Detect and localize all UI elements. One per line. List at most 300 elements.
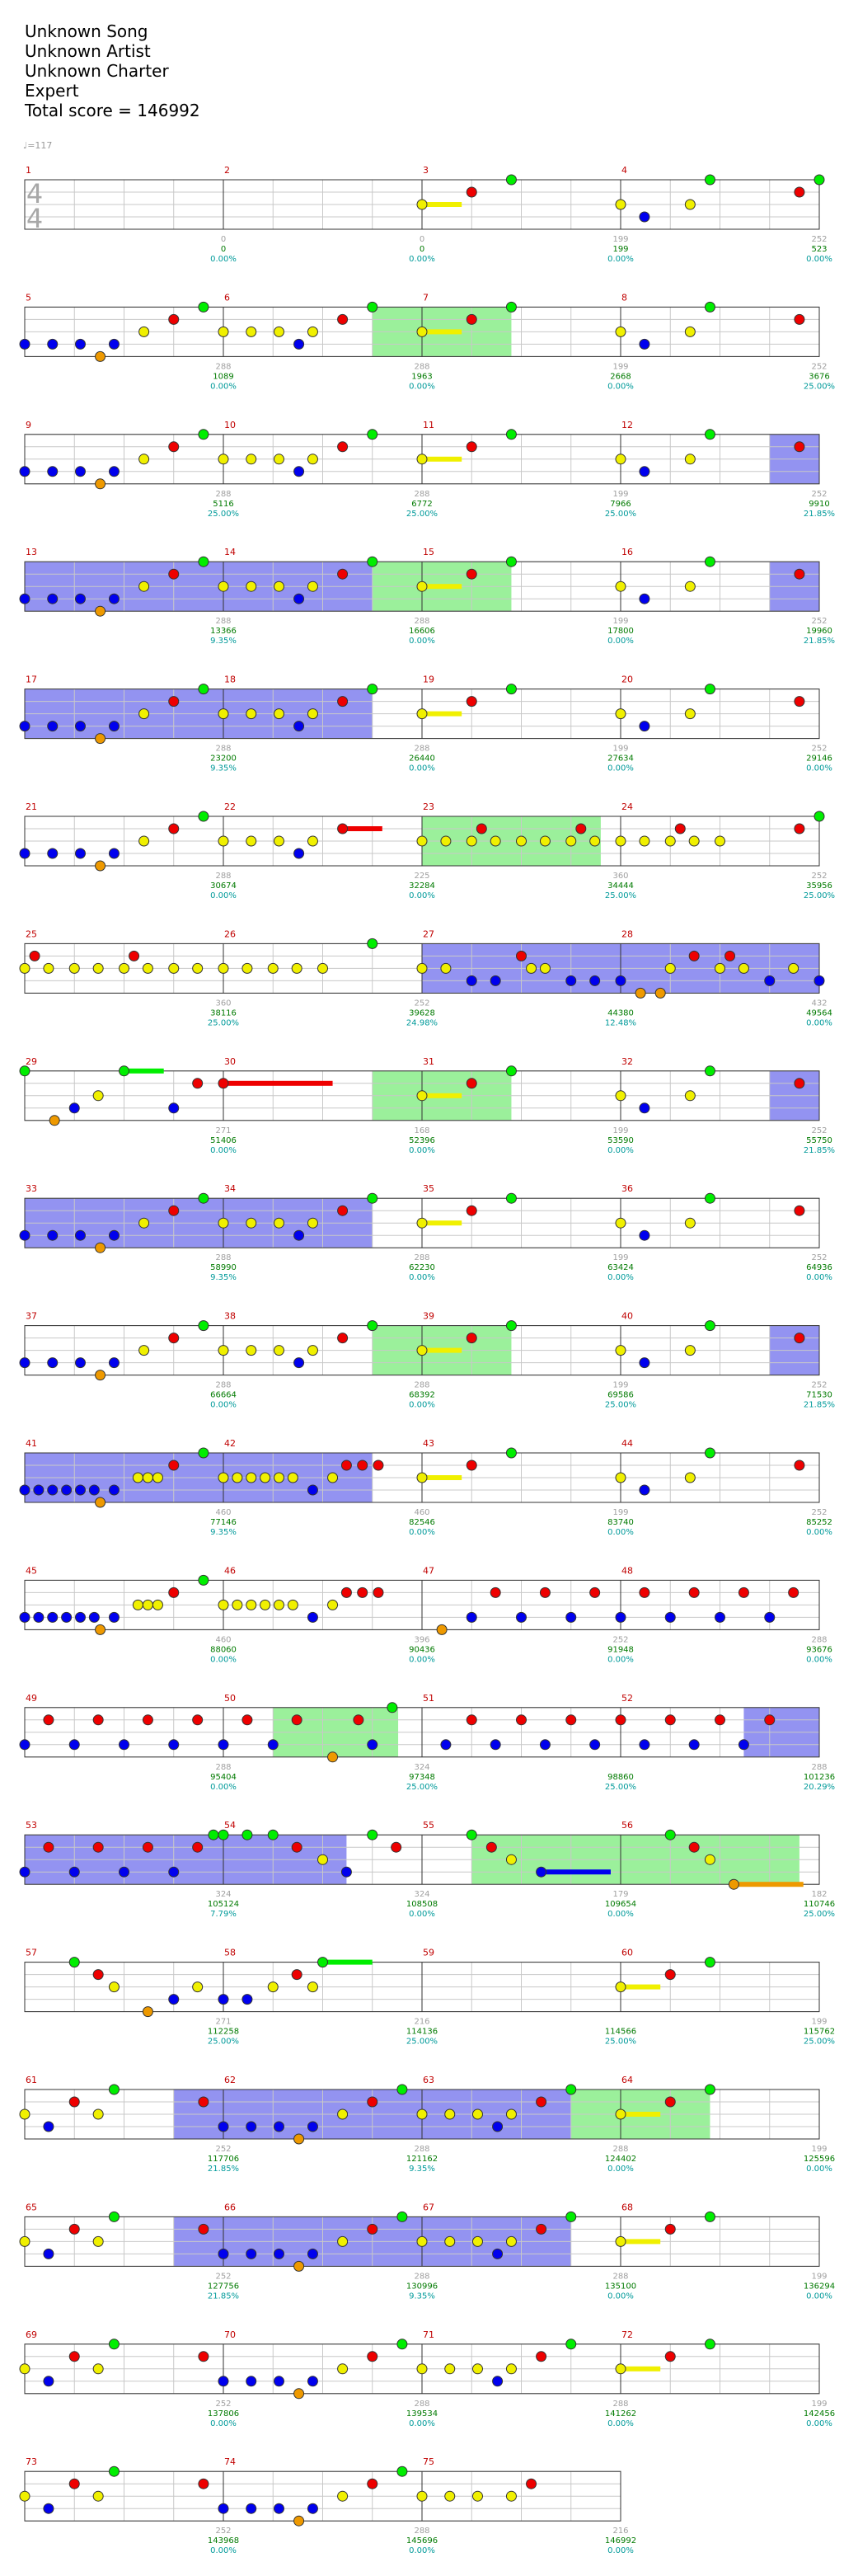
note-gem: [193, 1079, 203, 1088]
star-percentage: 0.00%: [409, 1655, 435, 1665]
star-percentage: 0.00%: [210, 2419, 237, 2428]
cumulative-score: 27634: [607, 754, 634, 764]
note-gem: [795, 442, 804, 452]
measure-number: 24: [621, 801, 633, 812]
measure-number: 41: [26, 1438, 37, 1449]
measure-number: 3: [423, 165, 429, 176]
note-gem: [397, 2339, 407, 2349]
cumulative-score: 139534: [406, 2409, 438, 2419]
note-gem: [765, 975, 775, 985]
measure-number: 44: [621, 1438, 633, 1449]
note-gem: [218, 2376, 228, 2386]
note-gem: [795, 314, 804, 324]
note-gem: [169, 1995, 179, 2005]
note-gem: [75, 339, 85, 349]
note-gem: [725, 951, 735, 961]
cumulative-score: 52396: [409, 1135, 435, 1145]
note-gem: [338, 442, 348, 452]
note-gem: [685, 454, 695, 464]
measure-number: 68: [621, 2202, 633, 2213]
measure-base-score: 252: [414, 999, 430, 1008]
star-percentage: 0.00%: [409, 1400, 435, 1410]
note-gem: [274, 327, 284, 336]
star-percentage: 0.00%: [210, 255, 237, 264]
note-gem: [89, 1612, 99, 1622]
note-gem: [93, 1091, 103, 1101]
measure-number: 4: [621, 165, 627, 176]
note-gem: [120, 1740, 129, 1750]
star-percentage: 20.29%: [803, 1782, 836, 1792]
note-gem: [705, 1448, 715, 1458]
note-gem: [199, 1575, 209, 1585]
cumulative-score: 523: [811, 245, 828, 254]
cumulative-score: 77146: [210, 1518, 237, 1527]
note-gem: [705, 1066, 715, 1076]
cumulative-score: 69586: [607, 1390, 634, 1400]
star-percentage: 0.00%: [210, 891, 237, 900]
star-percentage: 0.00%: [607, 637, 634, 646]
note-gem: [506, 1066, 516, 1076]
note-gem: [715, 1612, 725, 1622]
note-gem: [246, 709, 256, 719]
star-percentage: 25.00%: [803, 382, 836, 392]
measure-number: 22: [224, 801, 236, 812]
note-gem: [665, 1715, 675, 1725]
note-gem: [20, 1485, 30, 1495]
note-gem: [338, 1333, 348, 1343]
note-gem: [705, 302, 715, 312]
note-gem: [120, 963, 129, 973]
cumulative-score: 34444: [607, 881, 634, 891]
star-percentage: 0.00%: [806, 764, 832, 773]
note-gem: [109, 1230, 119, 1240]
note-gem: [288, 1600, 298, 1610]
sustain-tail: [422, 457, 462, 462]
note-gem: [307, 1982, 317, 1992]
cumulative-score: 49564: [806, 1008, 832, 1018]
note-gem: [467, 1612, 476, 1622]
note-gem: [69, 2224, 79, 2234]
note-gem: [294, 2389, 304, 2399]
note-gem: [75, 1358, 85, 1368]
note-gem: [169, 697, 179, 707]
note-gem: [715, 963, 725, 973]
note-gem: [417, 2109, 427, 2119]
star-percentage: 0.00%: [607, 1273, 634, 1283]
note-gem: [368, 2224, 377, 2234]
measure-number: 47: [423, 1565, 434, 1577]
measure-number: 57: [26, 1947, 37, 1958]
note-gem: [169, 314, 179, 324]
note-gem: [20, 2236, 30, 2246]
note-gem: [373, 1587, 383, 1597]
measure-base-score: 271: [215, 2017, 232, 2027]
note-gem: [20, 2364, 30, 2374]
note-gem: [616, 709, 626, 719]
cumulative-score: 51406: [210, 1135, 237, 1145]
measure-base-score: 199: [612, 1508, 629, 1517]
row-end-base-score: 252: [811, 617, 828, 627]
sustain-tail: [542, 1869, 611, 1874]
star-percentage: 12.48%: [604, 1018, 637, 1028]
note-gem: [397, 2085, 407, 2094]
note-gem: [689, 1842, 699, 1852]
cumulative-score: 16606: [409, 627, 435, 637]
star-percentage: 21.85%: [207, 2165, 240, 2174]
note-gem: [616, 200, 626, 209]
row-end-base-score: 288: [811, 1762, 828, 1772]
star-percentage: 0.00%: [409, 764, 435, 773]
measure-base-score: 199: [612, 617, 629, 627]
note-gem: [242, 1995, 252, 2005]
note-gem: [199, 684, 209, 694]
note-gem: [566, 2085, 576, 2094]
note-gem: [537, 2352, 546, 2362]
note-gem: [143, 1842, 152, 1852]
note-gem: [814, 811, 824, 821]
note-gem: [274, 709, 284, 719]
star-percentage: 9.35%: [210, 1528, 237, 1537]
note-gem: [537, 1867, 546, 1877]
note-gem: [48, 1485, 58, 1495]
cumulative-score: 130996: [406, 2282, 438, 2292]
note-gem: [738, 1587, 748, 1597]
cumulative-score: 1089: [213, 372, 234, 382]
note-gem: [640, 722, 649, 731]
note-gem: [169, 1206, 179, 1215]
note-gem: [445, 2364, 455, 2374]
note-gem: [34, 1612, 44, 1622]
cumulative-score: 110746: [803, 1900, 836, 1910]
note-gem: [69, 2479, 79, 2489]
measure-number: 55: [423, 1820, 434, 1831]
star-percentage: 25.00%: [803, 2037, 836, 2047]
note-gem: [517, 836, 527, 846]
note-gem: [199, 1321, 209, 1331]
sustain-tail: [422, 1475, 462, 1480]
note-gem: [75, 1230, 85, 1240]
measure-base-score: 288: [612, 2145, 629, 2154]
note-gem: [506, 2109, 516, 2119]
note-gem: [517, 951, 527, 961]
note-gem: [490, 975, 500, 985]
measure-number: 25: [26, 928, 37, 940]
star-percentage: 0.00%: [409, 255, 435, 264]
note-gem: [20, 467, 30, 477]
measure-number: 71: [423, 2329, 434, 2340]
measure-number: 58: [224, 1947, 236, 1958]
star-percentage: 0.00%: [210, 1400, 237, 1410]
note-gem: [476, 824, 486, 834]
note-gem: [437, 1624, 447, 1634]
note-gem: [689, 951, 699, 961]
note-gem: [506, 2236, 516, 2246]
note-gem: [640, 1103, 649, 1113]
note-gem: [109, 2339, 119, 2349]
note-gem: [218, 2249, 228, 2259]
note-gem: [616, 1715, 626, 1725]
star-percentage: 0.00%: [806, 1655, 832, 1665]
note-gem: [109, 2466, 119, 2476]
note-gem: [506, 1321, 516, 1331]
note-gem: [616, 1091, 626, 1101]
note-gem: [795, 697, 804, 707]
note-gem: [193, 1715, 203, 1725]
sustain-tail: [422, 202, 462, 207]
measure-base-score: 288: [215, 744, 232, 754]
note-gem: [218, 327, 228, 336]
note-gem: [341, 1587, 351, 1597]
measure-number: 50: [224, 1692, 236, 1704]
star-percentage: 0.00%: [806, 1018, 832, 1028]
note-gem: [795, 1206, 804, 1215]
measure-base-score: 0: [220, 235, 227, 244]
note-gem: [69, 963, 79, 973]
cumulative-score: 97348: [409, 1772, 435, 1782]
measure-base-score: 225: [414, 872, 430, 881]
measure-base-score: 288: [414, 617, 430, 627]
note-gem: [616, 1218, 626, 1228]
note-gem: [294, 2516, 304, 2526]
note-gem: [705, 2339, 715, 2349]
note-gem: [566, 2212, 576, 2221]
measure-number: 66: [224, 2202, 236, 2213]
measure-number: 13: [26, 547, 37, 558]
note-gem: [246, 2376, 256, 2386]
measure-number: 43: [423, 1438, 434, 1449]
note-gem: [48, 1230, 58, 1240]
note-gem: [417, 2364, 427, 2374]
note-gem: [152, 1473, 162, 1483]
note-gem: [517, 1612, 527, 1622]
cumulative-score: 19960: [806, 627, 832, 637]
note-gem: [397, 2466, 407, 2476]
measure-number: 56: [621, 1820, 633, 1831]
note-gem: [354, 1715, 363, 1725]
note-gem: [93, 2364, 103, 2374]
sustain-tail: [734, 1882, 803, 1887]
note-gem: [48, 594, 58, 604]
note-gem: [307, 454, 317, 464]
star-percentage: 21.85%: [803, 509, 836, 519]
measure-number: 70: [224, 2329, 236, 2340]
note-gem: [139, 454, 149, 464]
note-gem: [640, 339, 649, 349]
row-end-base-score: 252: [811, 489, 828, 499]
note-gem: [294, 594, 304, 604]
cumulative-score: 13366: [210, 627, 237, 637]
note-gem: [616, 836, 626, 846]
note-gem: [705, 557, 715, 566]
note-gem: [246, 836, 256, 846]
note-gem: [373, 1460, 383, 1470]
note-gem: [109, 2085, 119, 2094]
note-gem: [246, 1473, 256, 1483]
note-gem: [705, 1193, 715, 1203]
note-gem: [274, 1346, 284, 1356]
cumulative-score: 3676: [809, 372, 830, 382]
cumulative-score: 142456: [803, 2409, 836, 2419]
note-gem: [685, 1091, 695, 1101]
note-gem: [199, 1193, 209, 1203]
note-gem: [506, 2491, 516, 2501]
note-gem: [120, 1066, 129, 1076]
note-gem: [392, 1842, 401, 1852]
note-gem: [169, 1103, 179, 1113]
note-gem: [795, 569, 804, 579]
measure-base-score: 288: [612, 2272, 629, 2282]
song-title: Unknown Song: [25, 21, 148, 41]
note-gem: [48, 848, 58, 858]
cumulative-score: 55750: [806, 1135, 832, 1145]
note-gem: [20, 1066, 30, 1076]
sustain-tail: [621, 2239, 660, 2244]
note-gem: [143, 2007, 152, 2017]
measure-base-score: 460: [215, 1635, 232, 1645]
measure-number: 63: [423, 2075, 434, 2085]
measure-base-score: 288: [414, 2145, 430, 2154]
note-gem: [169, 963, 179, 973]
note-gem: [705, 684, 715, 694]
measure-number: 69: [26, 2329, 37, 2340]
measure-number: 10: [224, 419, 236, 430]
note-gem: [199, 430, 209, 440]
note-gem: [486, 1842, 496, 1852]
note-gem: [490, 836, 500, 846]
measure-base-score: 288: [215, 872, 232, 881]
note-gem: [341, 1867, 351, 1877]
measure-base-score: 396: [414, 1635, 430, 1645]
star-percentage: 0.00%: [607, 1655, 634, 1665]
measure-number: 27: [423, 928, 434, 940]
cumulative-score: 58990: [210, 1263, 237, 1273]
cumulative-score: 44380: [607, 1008, 634, 1018]
star-percentage: 25.00%: [406, 509, 438, 519]
note-gem: [328, 1473, 338, 1483]
measure-base-score: 288: [414, 2399, 430, 2409]
note-gem: [467, 836, 476, 846]
note-gem: [274, 2249, 284, 2259]
measure-base-score: 216: [414, 2017, 430, 2027]
note-gem: [143, 1715, 152, 1725]
cumulative-score: 9910: [809, 499, 830, 509]
note-gem: [246, 2503, 256, 2513]
measure-number: 20: [621, 674, 633, 685]
note-gem: [20, 2491, 30, 2501]
note-gem: [467, 1830, 476, 1840]
note-gem: [467, 1079, 476, 1088]
note-gem: [69, 1958, 79, 1967]
star-percentage: 25.00%: [604, 2037, 637, 2047]
note-gem: [139, 327, 149, 336]
star-percentage: 0.00%: [806, 255, 832, 264]
cumulative-score: 63424: [607, 1263, 634, 1273]
note-gem: [665, 963, 675, 973]
note-gem: [665, 2097, 675, 2107]
star-percentage: 21.85%: [207, 2292, 240, 2301]
star-percentage: 25.00%: [604, 509, 637, 519]
star-percentage: 0.00%: [210, 1782, 237, 1792]
note-gem: [616, 454, 626, 464]
note-gem: [368, 2352, 377, 2362]
row-end-base-score: 199: [811, 2399, 828, 2409]
measure-base-score: 199: [612, 489, 629, 499]
note-gem: [738, 1740, 748, 1750]
star-percentage: 0.00%: [409, 1528, 435, 1537]
note-gem: [307, 2376, 317, 2386]
note-gem: [268, 1740, 278, 1750]
note-gem: [675, 824, 685, 834]
note-gem: [506, 302, 516, 312]
note-gem: [307, 2249, 317, 2259]
note-gem: [48, 339, 58, 349]
star-percentage: 0.00%: [607, 1528, 634, 1537]
note-gem: [44, 2376, 54, 2386]
measure-number: 16: [621, 547, 633, 558]
note-gem: [640, 1740, 649, 1750]
note-gem: [729, 1879, 738, 1889]
note-gem: [640, 1230, 649, 1240]
measure-number: 74: [224, 2456, 236, 2468]
note-gem: [358, 1460, 368, 1470]
note-gem: [75, 594, 85, 604]
note-gem: [341, 1460, 351, 1470]
note-gem: [109, 848, 119, 858]
measure-base-score: 252: [215, 2145, 232, 2154]
note-gem: [44, 2122, 54, 2132]
row-end-base-score: 252: [811, 744, 828, 754]
note-gem: [537, 2097, 546, 2107]
sustain-tail: [422, 1093, 462, 1098]
measure-base-score: 199: [612, 1253, 629, 1263]
cumulative-score: 199: [612, 245, 629, 254]
note-gem: [139, 1346, 149, 1356]
note-gem: [445, 2491, 455, 2501]
note-gem: [139, 581, 149, 591]
note-gem: [20, 1230, 30, 1240]
star-percentage: 25.00%: [604, 1400, 637, 1410]
song-artist: Unknown Artist: [25, 41, 151, 61]
star-percentage: 7.79%: [210, 1910, 237, 1920]
note-gem: [20, 1867, 30, 1877]
cumulative-score: 90436: [409, 1645, 435, 1655]
star-percentage: 0.00%: [607, 1145, 634, 1155]
note-gem: [417, 327, 427, 336]
note-gem: [20, 848, 30, 858]
cumulative-score: 117706: [207, 2155, 240, 2164]
note-gem: [246, 1218, 256, 1228]
note-gem: [96, 1243, 106, 1253]
note-gem: [441, 836, 451, 846]
note-gem: [397, 2212, 407, 2221]
sustain-tail: [343, 826, 382, 831]
note-gem: [93, 963, 103, 973]
note-gem: [139, 1218, 149, 1228]
cumulative-score: 7966: [610, 499, 631, 509]
note-gem: [616, 975, 626, 985]
note-gem: [472, 2109, 482, 2119]
sustain-tail: [323, 1960, 373, 1965]
note-gem: [640, 1587, 649, 1597]
note-gem: [540, 1587, 550, 1597]
note-gem: [96, 1624, 106, 1634]
note-gem: [44, 963, 54, 973]
note-gem: [368, 2479, 377, 2489]
measure-base-score: 360: [612, 872, 629, 881]
note-gem: [467, 1460, 476, 1470]
star-percentage: 0.00%: [409, 1273, 435, 1283]
star-percentage: 0.00%: [607, 764, 634, 773]
